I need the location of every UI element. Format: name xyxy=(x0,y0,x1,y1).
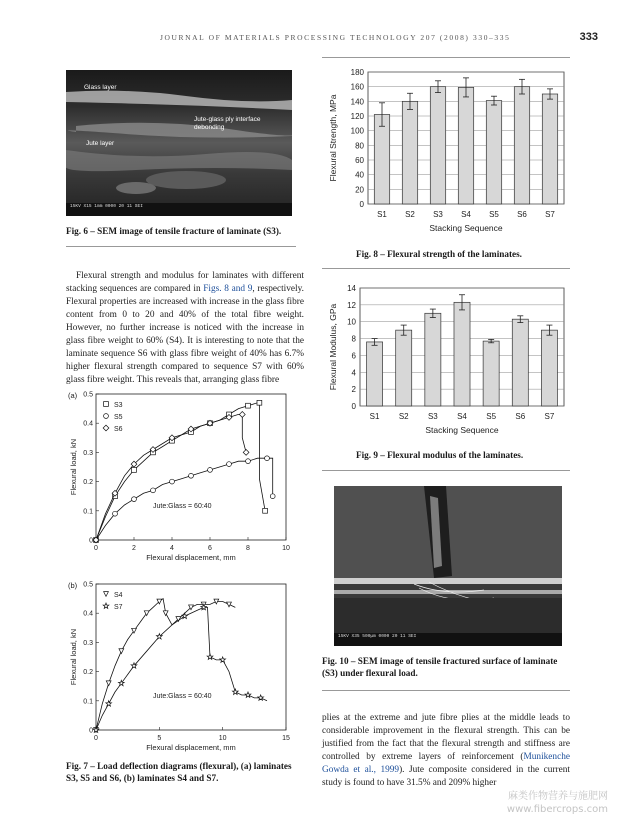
fig9-ytick-label-5: 10 xyxy=(347,317,356,327)
fig8-ytick-label-3: 60 xyxy=(355,156,364,165)
fig8-xlabel: Stacking Sequence xyxy=(429,223,503,233)
fig8-xtick-label-S3: S3 xyxy=(433,210,443,219)
fig8-chart xyxy=(324,64,570,242)
fig7a-chart xyxy=(66,388,306,570)
fig7b-series-S7-point-14 xyxy=(207,654,213,659)
fig9-xlabel: Stacking Sequence xyxy=(425,425,499,435)
fig8-xtick-label-S2: S2 xyxy=(405,210,415,219)
fig10-divider xyxy=(322,690,570,691)
fig7b-ytick-label-4: 0.4 xyxy=(83,610,93,618)
fig7b-series-S4-line xyxy=(96,599,235,730)
fig8-ytick-label-5: 100 xyxy=(350,126,364,136)
paragraph-1-text-a: Flexural strength and modulus for laminates with different stacking sequences are compared in xyxy=(66,271,304,294)
fig7a-ytick-label-0: 0 xyxy=(89,537,93,545)
fig9-ylabel: Flexural Modulus, GPa xyxy=(328,303,338,391)
fig7a-xtick-label-3: 6 xyxy=(208,545,212,552)
fig8-xtick-label-S4: S4 xyxy=(461,210,471,219)
fig10-texture xyxy=(334,486,562,646)
fig7a-series-S5-point-18 xyxy=(265,456,270,461)
fig7a-legend-marker-S5 xyxy=(104,414,109,419)
fig8-bar-S6 xyxy=(514,87,529,204)
fig7b-chart xyxy=(66,578,306,760)
fig6-caption: Fig. 6 – SEM image of tensile fracture of laminate (S3). xyxy=(66,226,282,236)
fig8-bar-S1 xyxy=(374,115,389,204)
fig8-caption: Fig. 8 – Flexural strength of the laminates. xyxy=(356,249,522,259)
fig8-ytick-label-1: 20 xyxy=(355,185,364,195)
fig9-bar-S1 xyxy=(367,342,383,406)
watermark-line-1: 麻类作物营养与施肥网 xyxy=(508,791,608,802)
fig9-bar-S3 xyxy=(425,313,441,406)
fig10-caption: Fig. 10 – SEM image of tensile fractured surface of laminate (S3) under flexural load. xyxy=(322,656,558,678)
fig7b-ytick-label-1: 0.1 xyxy=(83,698,93,706)
fig7a-legend-label-S5: S5 xyxy=(114,414,123,421)
fig8-ytick-label-4: 80 xyxy=(355,141,364,151)
fig7b-series-S4-point-12 xyxy=(163,611,168,616)
fig8-ytick-label-8: 160 xyxy=(350,82,364,92)
fig7a-xtick-label-5: 10 xyxy=(282,545,290,552)
fig7a-series-S5-point-20 xyxy=(270,494,275,499)
fig7b-series-S7-line xyxy=(96,607,267,730)
fig9-ytick-label-4: 8 xyxy=(351,334,356,344)
fig9-divider xyxy=(322,470,570,471)
fig9-bar-S7 xyxy=(541,330,557,406)
fig7b-xtick-label-0: 0 xyxy=(94,735,98,742)
fig8-xtick-label-S1: S1 xyxy=(377,210,387,219)
fig9-ytick-label-0: 0 xyxy=(351,402,356,411)
fig7b-series-S4-point-4 xyxy=(119,649,124,654)
fig8-divider xyxy=(322,268,570,269)
fig7a-xtick-label-2: 4 xyxy=(170,545,174,552)
fig7b-legend-marker-S4 xyxy=(104,592,109,597)
fig8-xtick-label-S6: S6 xyxy=(517,210,527,219)
fig9-xtick-label-S6: S6 xyxy=(515,412,526,421)
fig7a-series-S5-point-12 xyxy=(208,468,213,473)
fig7b-ytick-label-5: 0.5 xyxy=(83,581,93,589)
fig7a-series-S6-line xyxy=(96,414,246,540)
fig9-xtick-label-S5: S5 xyxy=(486,412,497,421)
fig7a-series-S5-point-16 xyxy=(246,459,251,464)
fig7a-legend-label-S3: S3 xyxy=(114,402,123,409)
fig7a-series-S5-point-14 xyxy=(227,462,232,467)
fig8-ytick-label-6: 120 xyxy=(350,112,364,121)
fig6-info-bar: 15KV X15 1mm 0000 20 11 SEI xyxy=(66,203,292,216)
fig6-label-jute: Jute layer xyxy=(86,140,115,147)
paragraph-2 xyxy=(322,712,570,790)
fig7b-series-S4-point-22 xyxy=(227,602,232,607)
fig7a-series-S3-line xyxy=(96,403,265,540)
fig9-chart xyxy=(324,280,570,440)
fig7a-ytick-label-3: 0.3 xyxy=(83,449,93,457)
fig7a-xtick-label-1: 2 xyxy=(132,545,136,552)
fig7a-series-S5-point-6 xyxy=(151,488,156,493)
fig7b-series-S7-point-18 xyxy=(232,689,238,694)
fig7b-ytick-label-3: 0.3 xyxy=(83,639,93,647)
fig9-ytick-label-2: 4 xyxy=(351,368,356,378)
fig7b-xtick-label-3: 15 xyxy=(282,735,290,742)
fig7b-legend-marker-S7 xyxy=(103,603,109,608)
fig9-ytick-label-7: 14 xyxy=(347,284,356,293)
fig7b-xtick-label-1: 5 xyxy=(157,735,162,742)
figs-8-9-link[interactable]: Figs. 8 and 9 xyxy=(203,284,253,294)
fig9-ytick-label-3: 6 xyxy=(351,351,356,361)
paragraph-1 xyxy=(66,270,304,387)
fig8-xtick-label-S5: S5 xyxy=(489,210,499,219)
fig7a-xtick-label-4: 8 xyxy=(246,545,250,552)
fig7a-series-S6-point-18 xyxy=(243,450,249,456)
fig7a-legend-label-S6: S6 xyxy=(114,426,123,433)
paragraph-1-text-b: , respectively. Flexural properties are increased with increase in the glass fibre content from 0 to 20 and 40% of the total fibre weight. However, no further increase is noticed with the increase in glass fibre weight to 60% (S4). It is interesting to note that the laminate sequence S6 with glass fibre weight of 40% has 6.7% higher flexural strength compared to sequence S7 with 60% glass fibre weight. This reveals that, arranging glass fibre xyxy=(66,284,304,385)
fig8-ytick-label-0: 0 xyxy=(359,200,364,209)
fig7b-series-S4-point-2 xyxy=(106,681,111,686)
paragraph-2-text-b: ). Jute composite considered in the current study is found to have 31.5% and 209% higher xyxy=(322,765,570,788)
fig9-xtick-label-S7: S7 xyxy=(544,412,555,421)
fig7b-ytick-label-2: 0.2 xyxy=(83,669,93,677)
fig7a-series-S5-line xyxy=(96,458,273,540)
fig9-bar-S4 xyxy=(454,302,470,406)
fig8-bar-S5 xyxy=(486,101,501,204)
fig8-ytick-label-9: 180 xyxy=(350,68,364,77)
fig10-info-bar: 15KV X35 500μm 0000 20 11 SEI xyxy=(334,633,562,646)
fig7a-series-S5-point-4 xyxy=(132,497,137,502)
fig6-label-interface: Jute-glass ply interface debonding xyxy=(194,116,261,131)
fig7a-plot-frame xyxy=(96,394,286,540)
fig9-bar-S6 xyxy=(512,319,528,406)
fig7b-series-S7-point-16 xyxy=(220,657,226,662)
fig8-ytick-label-7: 140 xyxy=(350,97,364,107)
fig8-bar-S2 xyxy=(402,101,417,204)
fig9-ytick-label-6: 12 xyxy=(347,300,356,310)
fig7a-panel-tag: (a) xyxy=(68,391,78,400)
fig7a-series-S3-point-4 xyxy=(132,468,137,473)
fig7a-series-S6-point-16 xyxy=(239,412,245,418)
fig8-bar-S4 xyxy=(458,87,473,204)
fig6-label-glass: Glass layer xyxy=(84,84,117,91)
running-head: JOURNAL OF MATERIALS PROCESSING TECHNOLOGY 207 (2008) 330–335 xyxy=(160,33,511,42)
fig7a-series-S5-point-2 xyxy=(113,511,118,516)
fig9-xtick-label-S2: S2 xyxy=(398,412,409,421)
fig7b-legend-label-S7: S7 xyxy=(114,604,123,611)
fig7a-series-S5-point-10 xyxy=(189,473,194,478)
fig8-ylabel: Flexural Strength, MPa xyxy=(328,94,338,182)
fig7a-xlabel: Flexural displacement, mm xyxy=(146,553,236,562)
fig6-divider xyxy=(66,246,296,247)
fig9-xtick-label-S1: S1 xyxy=(369,412,380,421)
fig7b-series-S7-point-12 xyxy=(201,604,207,609)
fig7b-xtick-label-2: 10 xyxy=(218,735,227,742)
fig6-sem-image xyxy=(66,70,292,216)
fig9-bar-S2 xyxy=(396,330,412,406)
fig7b-series-S7-point-20 xyxy=(245,692,251,697)
fig7b-legend-label-S4: S4 xyxy=(114,592,123,599)
fig9-xtick-label-S4: S4 xyxy=(457,412,467,421)
fig7a-series-S5-point-8 xyxy=(170,479,175,484)
fig7b-ytick-label-0: 0 xyxy=(89,727,93,735)
fig7a-legend-marker-S3 xyxy=(104,402,109,407)
fig10-sem-image xyxy=(334,486,562,646)
fig7a-legend-marker-S6 xyxy=(103,425,109,431)
fig7a-series-S3-point-16 xyxy=(246,403,251,408)
fig7a-annotation: Jute:Glass = 60:40 xyxy=(153,502,212,510)
fig8-bar-S3 xyxy=(430,87,445,204)
right-top-divider xyxy=(322,57,570,58)
fig8-ytick-label-2: 40 xyxy=(355,170,364,180)
fig7b-series-S7-point-2 xyxy=(106,701,112,706)
fig7b-panel-tag: (b) xyxy=(68,581,78,590)
watermark xyxy=(507,790,608,816)
reference-link[interactable]: Munikenche Gowda et al., 1999 xyxy=(322,752,570,775)
fig7a-series-S3-point-18 xyxy=(257,400,262,405)
fig7b-xlabel: Flexural displacement, mm xyxy=(146,743,236,752)
watermark-line-2: www.fibercrops.com xyxy=(506,804,608,815)
fig7a-series-S3-point-20 xyxy=(263,508,268,513)
fig7a-ytick-label-5: 0.5 xyxy=(83,391,93,399)
fig7a-ytick-label-2: 0.2 xyxy=(83,479,93,487)
fig7a-ytick-label-4: 0.4 xyxy=(83,420,93,428)
fig7a-ytick-label-1: 0.1 xyxy=(83,508,93,516)
fig8-bar-S7 xyxy=(542,94,557,204)
fig7-caption: Fig. 7 – Load deflection diagrams (flexural), (a) laminates S3, S5 and S6, (b) laminates S4 and S7. xyxy=(66,761,292,783)
fig9-caption: Fig. 9 – Flexural modulus of the laminates. xyxy=(356,450,524,460)
paragraph-2-text-a: plies at the extreme and jute fibre plies at the middle leads to considerable improvement in the flexural strength. This can be justified from the fact that the flexural strength and stiffness are controlled by extreme layers of reinforcement ( xyxy=(322,713,570,762)
fig7a-xtick-label-0: 0 xyxy=(94,545,98,552)
fig7b-annotation: Jute:Glass = 60:40 xyxy=(153,692,212,700)
fig9-bar-S5 xyxy=(483,341,499,406)
fig7b-series-S7-point-22 xyxy=(258,695,264,700)
fig9-ytick-label-1: 2 xyxy=(351,385,356,395)
fig9-xtick-label-S3: S3 xyxy=(427,412,438,421)
fig8-xtick-label-S7: S7 xyxy=(545,210,555,219)
fig7a-ylabel: Flexural load, kN xyxy=(69,438,78,496)
page-number: 333 xyxy=(579,31,598,43)
fig7b-ylabel: Flexural load, kN xyxy=(69,628,78,686)
